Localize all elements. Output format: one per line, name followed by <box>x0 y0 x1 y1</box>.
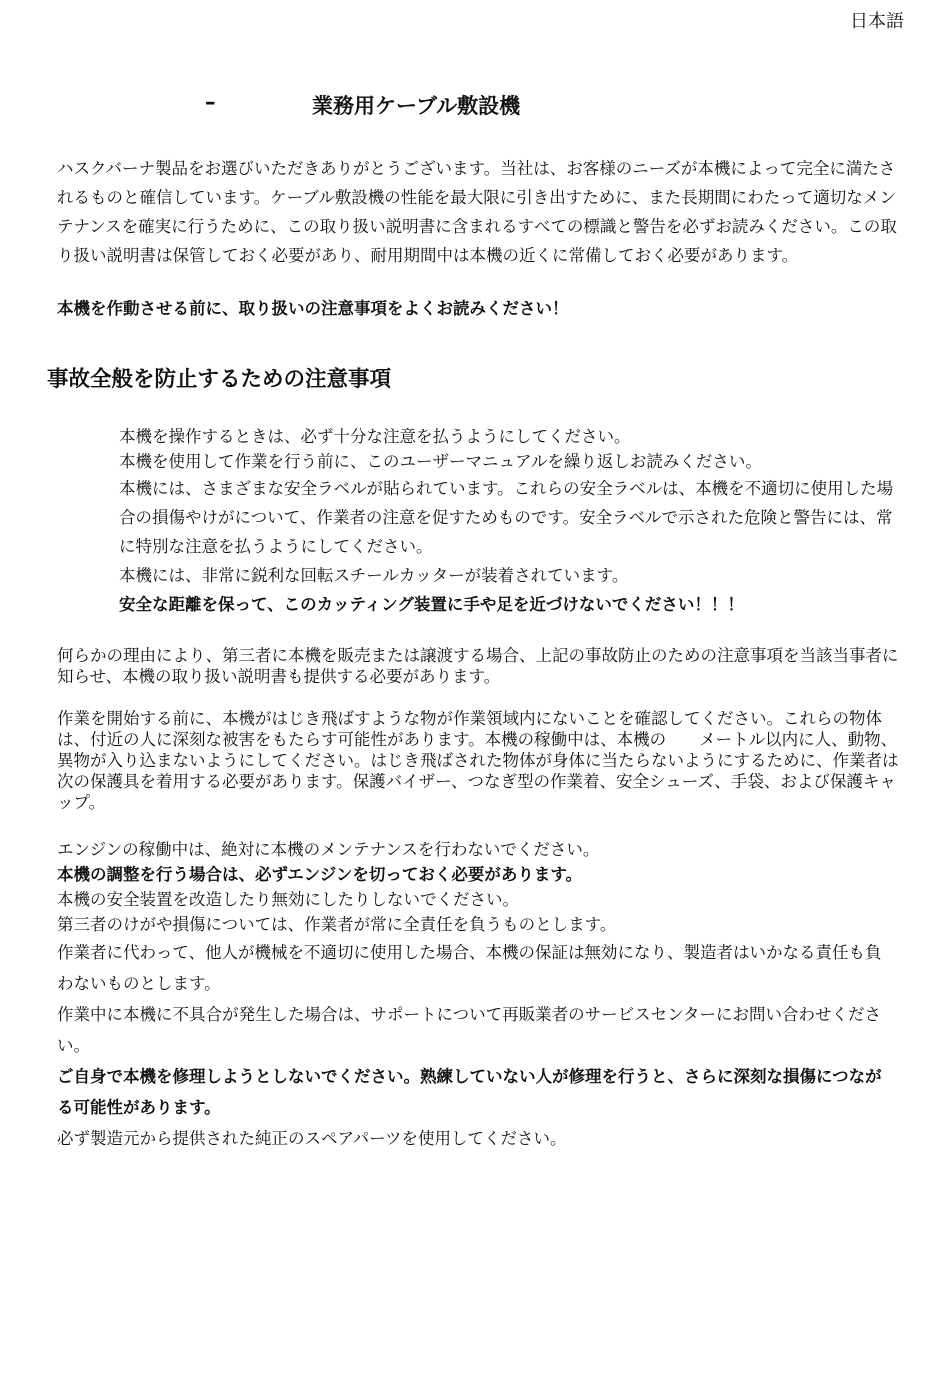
language-label: 日本語 <box>850 11 904 32</box>
maintenance-line: 作業者に代わって、他人が機械を不適切に使用した場合、本機の保証は無効になり、製造者はいかなる責任も負わないものとします。 <box>57 943 882 993</box>
maintenance-line: 必ず製造元から提供された純正のスペアパーツを使用してください。 <box>57 1129 567 1148</box>
maintenance-bold-line: 本機の調整を行う場合は、必ずエンジンを切っておく必要があります。 <box>57 865 583 884</box>
maintenance-line: 作業中に本機に不具合が発生した場合は、サポートについて再販業者のサービスセンターにお問い合わせください。 <box>57 1005 882 1055</box>
maintenance-line: 第三者のけがや損傷については、作業者が常に全責任を負うものとします。 <box>57 915 617 934</box>
precaution-item: 本機を操作するときは、必ず十分な注意を払うようにしてください。 <box>119 427 631 446</box>
transfer-paragraph: 何らかの理由により、第三者に本機を販売または譲渡する場合、上記の事故防止のための注意事項を当該当事者に知らせ、本機の取り扱い説明書も提供する必要があります。 <box>57 646 899 686</box>
maintenance-bold-line: ご自身で本機を修理しようとしないでください。熟練していない人が修理を行うと、さらに深刻な損傷につながる可能性があります。 <box>57 1067 882 1117</box>
work-area-paragraph: 作業を開始する前に、本機がはじき飛ばすような物が作業領域内にないことを確認してください。これらの物体は、付近の人に深刻な被害をもたらす可能性があります。本機の稼働中は、本機の メートル以内に人、動物、異物が入り込まないようにしてください。はじき飛ばされた物体が身体に当たらないようにするために、作業者は次の保護具を着用する必要があります。保護バイザー、つなぎ型の作業着、安全シューズ、手袋、および保護キャップ。 <box>57 709 899 812</box>
intro-warning: 本機を作動させる前に、取り扱いの注意事項をよくお読みください！ <box>57 299 569 318</box>
intro-paragraph: ハスクバーナ製品をお選びいただきありがとうございます。当社は、お客様のニーズが本機によって完全に満たされるものと確信しています。ケーブル敷設機の性能を最大限に引き出すために、また長期間にわたって適切なメンテナンスを確実に行うために、この取り扱い説明書に含まれるすべての標識と警告を必ずお読みください。この取り扱い説明書は保管しておく必要があり、耐用期間中は本機の近くに常備しておく必要があります。 <box>57 159 897 265</box>
cutter-safety-warning: 安全な距離を保って、このカッティング装置に手や足を近づけないでください！！！ <box>119 595 744 614</box>
section-heading: 事故全般を防止するための注意事項 <box>47 367 392 392</box>
precaution-list <box>119 424 894 619</box>
maintenance-section <box>57 837 897 1154</box>
precaution-item: 本機には、非常に鋭利な回転スチールカッターが装着されています。 <box>119 566 629 585</box>
maintenance-line: エンジンの稼働中は、絶対に本機のメンテナンスを行わないでください。 <box>57 840 600 859</box>
title-text: 業務用ケーブル敷設機 <box>312 94 521 118</box>
maintenance-line: 本機の安全装置を改造したり無効にしたりしないでください。 <box>57 890 519 909</box>
title-dash: – <box>205 90 216 114</box>
document-title <box>0 90 950 122</box>
precaution-item: 本機を使用して作業を行う前に、このユーザーマニュアルを繰り返しお読みください。 <box>119 452 762 471</box>
precaution-item: 本機には、さまざまな安全ラベルが貼られています。これらの安全ラベルは、本機を不適切に使用した場合の損傷やけがについて、作業者の注意を促すためものです。安全ラベルで示された危険と警告には、常に特別な注意を払うようにしてください。 <box>119 479 894 556</box>
